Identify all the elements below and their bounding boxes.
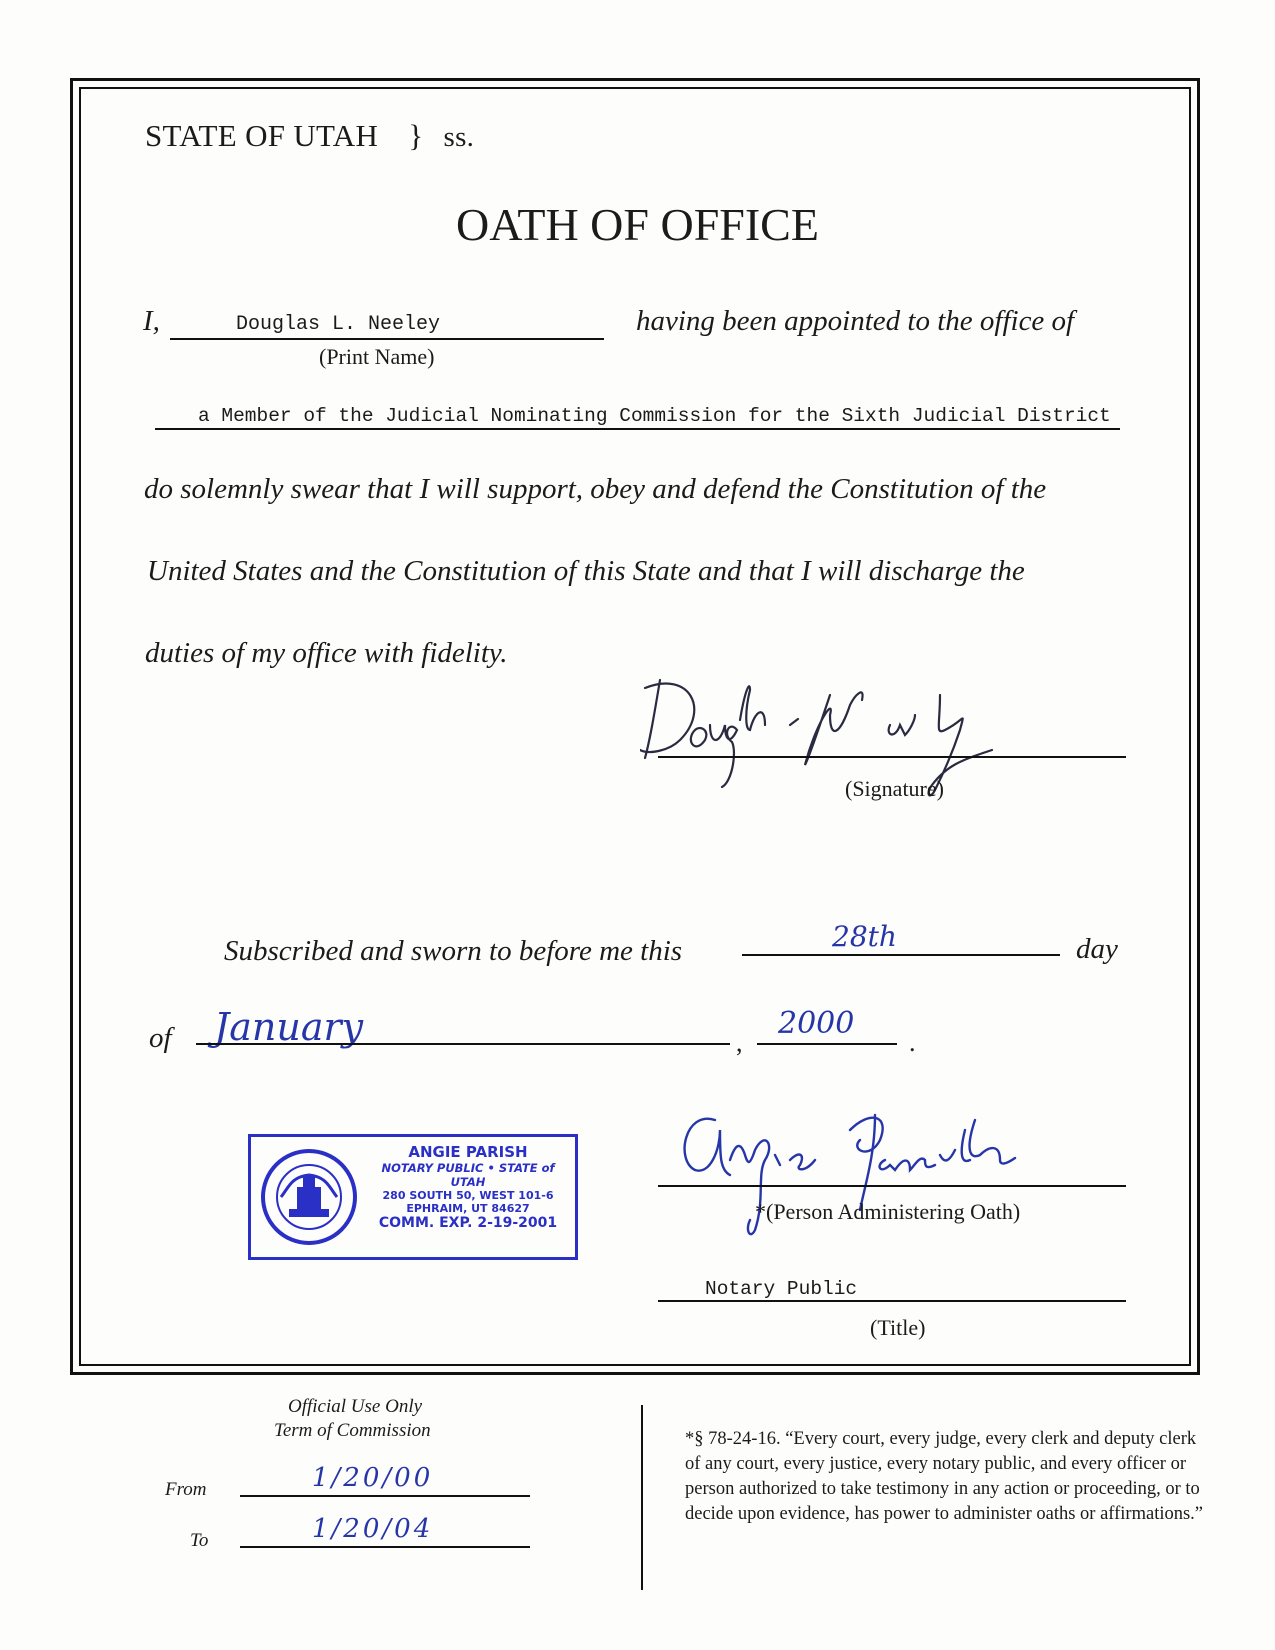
to-label: To — [190, 1530, 209, 1551]
appointee-name: Douglas L. Neeley — [236, 313, 441, 336]
sworn-text: Subscribed and sworn to before me this — [224, 935, 683, 967]
of-word: of — [149, 1022, 172, 1054]
to-line — [240, 1546, 530, 1548]
state-seal-icon — [259, 1147, 359, 1247]
oath-line-3: duties of my office with fidelity. — [145, 637, 508, 669]
oath-line-2: United States and the Constitution of this State and that I will discharge the — [147, 555, 1025, 587]
brace: } — [408, 118, 424, 153]
signature-line — [658, 756, 1126, 758]
from-value: 1/20/00 — [312, 1463, 434, 1493]
administrator-signature-drawing — [675, 1100, 1075, 1250]
state-name: STATE OF UTAH — [145, 118, 379, 153]
administrator-caption: *(Person Administering Oath) — [755, 1199, 1021, 1224]
ss-abbrev: ss. — [443, 121, 475, 153]
day-line — [742, 954, 1060, 956]
day-value: 28th — [832, 920, 897, 953]
stamp-name: ANGIE PARISH — [408, 1143, 528, 1161]
statute-footnote: *§ 78-24-16. “Every court, every judge, every clerk and deputy clerk of any court, every justice, every notary public, and every officer or person authorized to take testimony in any action or proceeding, or to decide upon evidence, has power to administer oaths or affirmations.” — [685, 1429, 1204, 1524]
title-caption: (Title) — [870, 1315, 926, 1340]
office-line — [155, 428, 1120, 430]
i-prefix: I, — [143, 305, 160, 337]
document-title: OATH OF OFFICE — [456, 199, 819, 250]
title-line — [658, 1300, 1126, 1302]
office-value: a Member of the Judicial Nominating Commission for the Sixth Judicial District — [198, 405, 1111, 427]
stamp-expiration: COMM. EXP. 2-19-2001 — [378, 1215, 558, 1231]
name-line — [170, 338, 604, 340]
to-value: 1/20/04 — [312, 1514, 434, 1544]
day-word: day — [1076, 933, 1118, 965]
month-line — [196, 1043, 730, 1045]
term-heading: Term of Commission — [274, 1420, 431, 1441]
year-value: 2000 — [778, 1006, 855, 1041]
from-label: From — [165, 1479, 207, 1500]
official-use-heading: Official Use Only — [288, 1396, 423, 1417]
stamp-address-1: 280 SOUTH 50, WEST 101-6 — [382, 1189, 554, 1202]
state-header — [145, 118, 474, 154]
year-line — [757, 1043, 897, 1045]
month-value: January — [214, 1005, 364, 1049]
name-caption: (Print Name) — [319, 344, 435, 369]
notary-stamp — [248, 1134, 578, 1260]
oath-line-1: do solemnly swear that I will support, obey and defend the Constitution of the — [144, 473, 1047, 505]
footer-divider — [641, 1405, 643, 1590]
stamp-address-2: EPHRAIM, UT 84627 — [406, 1202, 530, 1215]
signature-caption: (Signature) — [845, 776, 944, 801]
appointed-text: having been appointed to the office of — [636, 305, 1075, 337]
administrator-line — [658, 1185, 1126, 1187]
period: . — [909, 1028, 916, 1057]
from-line — [240, 1495, 530, 1497]
stamp-commission: NOTARY PUBLIC • STATE of UTAH — [381, 1161, 555, 1189]
title-value: Notary Public — [705, 1278, 858, 1300]
comma: , — [736, 1028, 743, 1057]
